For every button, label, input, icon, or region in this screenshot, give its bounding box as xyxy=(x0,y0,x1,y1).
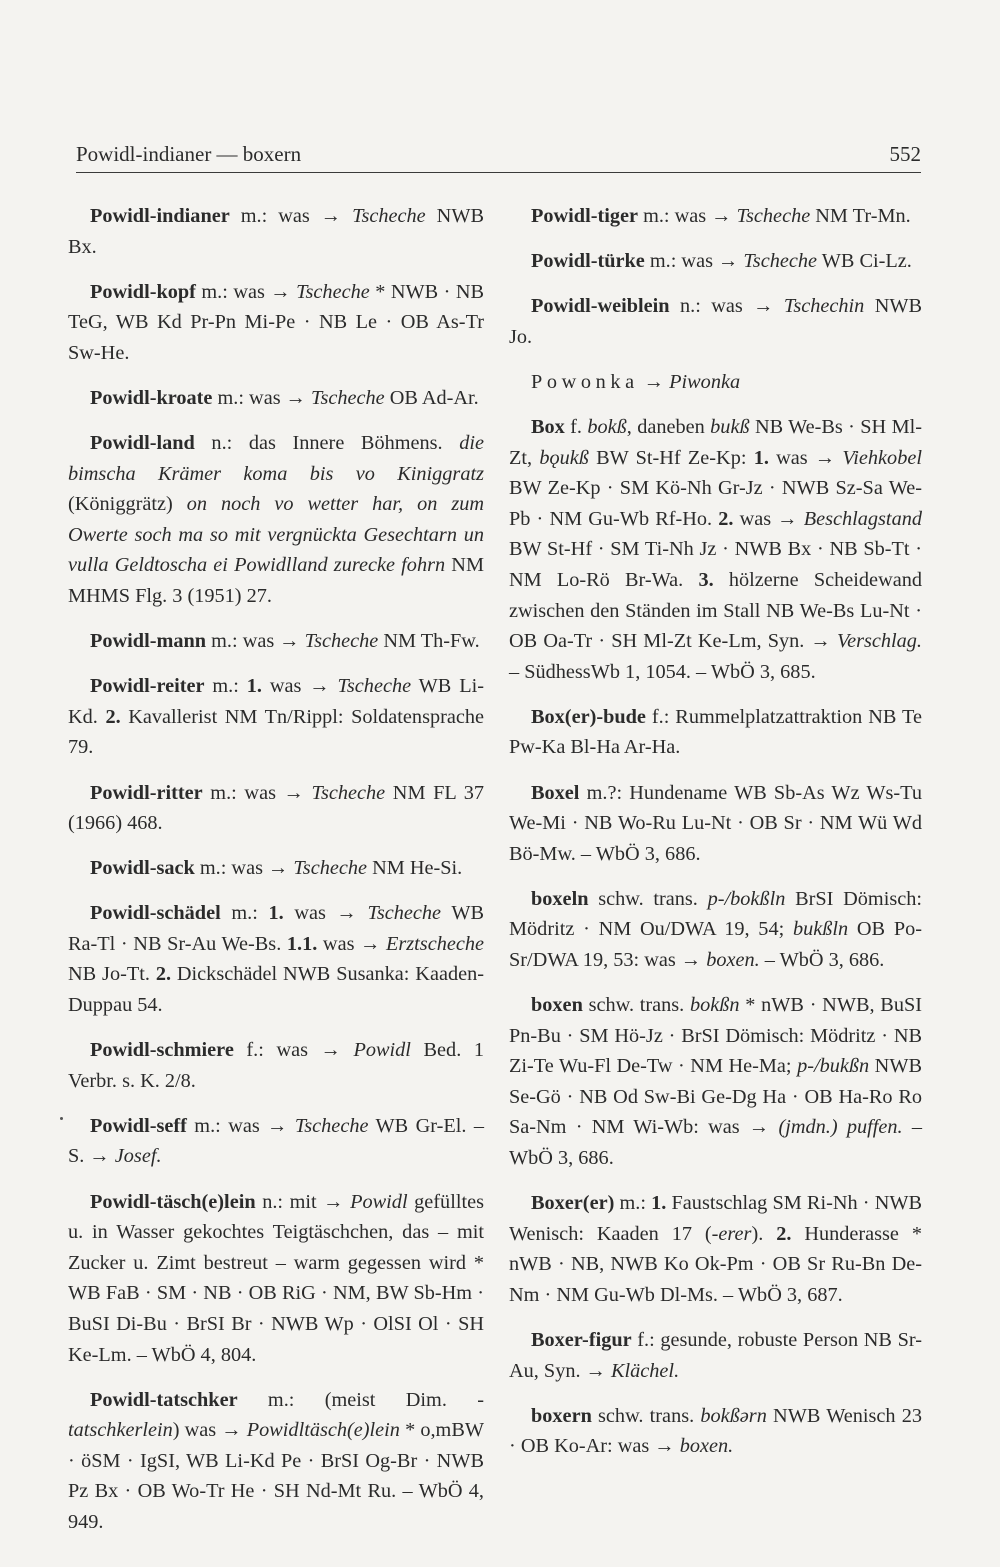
entry-italic: bokß xyxy=(587,415,627,438)
entry-text: OB Ad-Ar. xyxy=(384,386,479,409)
entry-text: was → xyxy=(768,446,843,469)
dictionary-entry xyxy=(509,367,922,398)
entry-text: schw. trans. xyxy=(588,887,708,910)
entry-text: m.: xyxy=(614,1192,652,1215)
entry-spaced-headword: Powonka xyxy=(531,370,639,393)
entry-headword: Powidl-tatschker xyxy=(90,1388,238,1411)
entry-italic: Tscheche xyxy=(337,675,412,698)
entry-italic: boxen. xyxy=(706,948,760,971)
entry-text: schw. trans. xyxy=(591,1404,701,1427)
entry-headword: Boxer(er) xyxy=(531,1192,615,1215)
entry-italic: bokßərn xyxy=(700,1404,767,1427)
entry-italic: Tscheche xyxy=(293,857,367,880)
dictionary-entry xyxy=(68,1385,484,1538)
entry-text: – WbÖ 3, 686. xyxy=(509,1116,922,1170)
entry-italic: bokßn xyxy=(689,994,740,1017)
entry-italic: Josef. xyxy=(114,1145,162,1168)
entry-text: NWB Wenisch 23 · OB Ko-Ar: was → xyxy=(509,1404,922,1458)
entry-headword: 1. xyxy=(246,675,262,698)
right-column xyxy=(509,201,922,1476)
dictionary-entry xyxy=(68,1187,484,1371)
entry-text: WB Li-Kd. xyxy=(68,675,484,728)
entry-text: m.: was → xyxy=(212,386,312,409)
entry-italic: on noch vo wetter har, on zum Owerte soch ma so mit vergnückta Gesechtarn un vulla Geldtoscha ei Powidlland zurecke fohrn xyxy=(68,493,484,577)
entry-headword: boxeln xyxy=(531,887,589,910)
entry-text: NM He-Si. xyxy=(367,857,463,880)
entry-text: ) was → xyxy=(172,1419,247,1442)
entry-text: * NWB · NB TeG, WB Kd Pr-Pn Mi-Pe · NB Le · OB As-Tr Sw-He. xyxy=(68,280,484,364)
entry-headword: Powidl-mann xyxy=(90,630,207,653)
entry-text: m.: was → xyxy=(638,205,737,227)
entry-italic: Tscheche xyxy=(304,630,379,653)
entry-italic: boxen. xyxy=(679,1435,734,1458)
entry-text: n.: mit → xyxy=(255,1190,351,1213)
dictionary-entry xyxy=(509,201,922,232)
dictionary-entry xyxy=(68,1111,484,1172)
entry-text: → xyxy=(638,370,670,393)
entry-text: was → xyxy=(317,932,386,955)
entry-text: BW St-Hf Ze-Kp: xyxy=(588,446,754,469)
dictionary-entry xyxy=(509,1325,922,1386)
entry-headword: Powidl-reiter xyxy=(90,675,205,698)
entry-text: was → xyxy=(733,507,804,530)
entry-italic: Tscheche xyxy=(311,781,386,804)
entry-text: m.: xyxy=(220,902,269,925)
entry-italic: Viehkobel xyxy=(842,446,922,469)
entry-italic: Tscheche xyxy=(352,205,426,227)
entry-text: ). xyxy=(751,1222,777,1245)
entry-headword: boxern xyxy=(531,1404,592,1427)
entry-text: BW St-Hf · SM Ti-Nh Jz · NWB Bx · NB Sb-Tt · NM Lo-Rö Br-Wa. xyxy=(509,538,922,591)
entry-italic: Powidl xyxy=(350,1190,408,1213)
dictionary-entry xyxy=(68,1035,484,1096)
entry-headword: Boxel xyxy=(531,781,580,804)
entry-text: BrSI Dömisch: Mödritz · NM Ou/DWA 19, 54; xyxy=(509,887,923,941)
entry-headword: 1.1. xyxy=(286,932,318,955)
entry-headword: Powidl-tiger xyxy=(531,205,639,227)
entry-italic: Tscheche xyxy=(743,250,817,273)
entry-text: NM FL 37 (1966) 468. xyxy=(68,781,484,835)
entry-text: (Königgrätz) xyxy=(68,493,187,516)
entry-italic: (jmdn.) puffen. xyxy=(778,1116,903,1139)
entry-text: WB Gr-El. – S. → xyxy=(68,1114,484,1168)
entry-headword: 1. xyxy=(268,902,284,925)
dictionary-entry xyxy=(509,1401,922,1462)
header-title: Powidl-indianer — boxern xyxy=(76,142,302,166)
entry-text: Dickschädel NWB Susanka: Kaaden-Duppau 54. xyxy=(68,963,484,1017)
entry-headword: boxen xyxy=(531,994,583,1017)
dictionary-entry xyxy=(509,990,922,1174)
entry-text: OB Po-Sr/DWA 19, 53: was → xyxy=(509,918,922,971)
entry-italic: -erer xyxy=(711,1222,752,1245)
entry-italic: Tscheche xyxy=(367,902,442,925)
entry-text: WB Ra-Tl · NB Sr-Au We-Bs. xyxy=(68,902,485,955)
dictionary-entry xyxy=(509,778,922,870)
entry-headword: 2. xyxy=(105,705,121,728)
entry-headword: 3. xyxy=(698,568,714,591)
entry-text: gefülltes u. in Wasser gekochtes Teigtäschchen, das – mit Zucker u. Zimt bestreut – warm gegessen wird * WB FaB · SM · NB · OB RiG · NM, BW Sb-Hm · BuSI Di-Bu · BrSI Br · NWB Wp · OlSI Ol · SH Ke-Lm. – WbÖ 4, 804. xyxy=(68,1190,484,1366)
entry-headword: Powidl-täsch(e)lein xyxy=(90,1190,256,1213)
entry-headword: 2. xyxy=(155,963,172,986)
dictionary-entry xyxy=(509,246,922,277)
entry-text: NWB Se-Gö · NB Od Sw-Bi Ge-Dg Ha · OB Ha-Ro Ro Sa-Nm · NM Wi-Wb: was → xyxy=(509,1055,922,1139)
running-header xyxy=(76,138,921,173)
entry-text: f.: Rummelplatzattraktion NB Te Pw-Ka Bl-Ha Ar-Ha. xyxy=(509,705,922,759)
entry-headword: Powidl-schädel xyxy=(90,902,221,925)
entry-text: m.: (meist Dim. - xyxy=(237,1388,484,1411)
dictionary-entry xyxy=(68,626,484,657)
entry-text: f.: was → xyxy=(233,1039,354,1062)
entry-text: * nWB · NWB, BuSI Pn-Bu · SM Hö-Jz · BrSI Dömisch: Mödritz · NB Zi-Te Wu-Fl De-Tw · NM He-Ma; xyxy=(509,994,922,1078)
entry-text: NWB Jo. xyxy=(509,295,923,348)
entry-headword: Boxer-figur xyxy=(531,1329,632,1351)
entry-italic: Powidl xyxy=(353,1039,411,1062)
dictionary-entry xyxy=(509,291,922,352)
entry-text: m.: xyxy=(204,675,247,698)
entry-text: – SüdhessWb 1, 1054. – WbÖ 3, 685. xyxy=(509,660,816,683)
entry-italic: Tscheche xyxy=(294,1114,369,1137)
entry-italic: Klächel. xyxy=(610,1359,680,1382)
entry-text: BW Ze-Kp · SM Kö-Nh Gr-Jz · NWB Sz-Sa We-Pb · NM Gu-Wb Rf-Ho. xyxy=(509,477,922,530)
entry-headword: Powidl-seff xyxy=(90,1114,187,1137)
entry-italic: bukß xyxy=(710,415,750,438)
entry-headword: 1. xyxy=(651,1192,667,1215)
entry-italic: p-/bokßln xyxy=(707,887,786,910)
entry-text: f. xyxy=(564,415,588,438)
entry-italic: bukßln xyxy=(792,918,849,941)
entry-text: Faustschlag SM Ri-Nh · NWB Wenisch: Kaaden 17 ( xyxy=(509,1192,923,1245)
entry-italic: Tscheche xyxy=(311,386,385,409)
entry-text: WB Ci-Lz. xyxy=(817,250,912,273)
entry-text: schw. trans. xyxy=(582,994,690,1017)
entry-italic: Verschlag. xyxy=(836,630,922,653)
dictionary-entry xyxy=(68,898,484,1020)
entry-headword: Powidl-türke xyxy=(531,250,645,273)
entry-italic: Erztscheche xyxy=(386,932,484,955)
entry-text: – WbÖ 3, 686. xyxy=(759,948,885,971)
entry-italic: Piwonka xyxy=(669,370,741,393)
entry-text: n.: was → xyxy=(669,295,784,318)
entry-text: hölzerne Scheidewand zwischen den Ständen im Stall NB We-Bs Lu-Nt · OB Oa-Tr · SH Ml-Zt Ke-Lm, Syn. → xyxy=(509,568,922,653)
entry-text: NWB Bx. xyxy=(68,205,484,258)
entry-headword: Powidl-weiblein xyxy=(531,295,670,318)
entry-text: m.: was → xyxy=(186,1114,295,1137)
entry-italic: Powidltäsch(e)lein xyxy=(246,1419,400,1442)
entry-headword: 2. xyxy=(718,507,734,530)
dictionary-entry xyxy=(509,702,922,763)
dictionary-entry xyxy=(68,778,484,839)
entry-headword: Powidl-schmiere xyxy=(90,1039,234,1062)
entry-text: m.: was → xyxy=(195,280,297,303)
entry-text: m.?: Hundename WB Sb-As Wz Ws-Tu We-Mi · NB Wo-Ru Lu-Nt · OB Sr · NM Wü Wd Bö-Mw. – WbÖ 3, 686. xyxy=(509,781,922,865)
entry-text: Hunderasse * nWB · NB, NWB Ko Ok-Pm · OB Sr Ru-Bn De-Nm · NM Gu-Wb Dl-Ms. – WbÖ 3, 687. xyxy=(509,1222,922,1306)
entry-text: was → xyxy=(283,902,368,925)
entry-text: NB We-Bs · SH Ml-Zt, xyxy=(509,415,922,469)
entry-italic: Tscheche xyxy=(736,205,811,227)
entry-italic: p-/bukßn xyxy=(797,1055,870,1078)
entry-italic: die bimscha Krämer koma bis vo Kiniggratz xyxy=(68,432,484,485)
dictionary-entry xyxy=(509,884,922,976)
entry-headword: Powidl-ritter xyxy=(90,781,203,804)
entry-text: m.: was → xyxy=(194,857,294,880)
entry-headword: Box(er)-bude xyxy=(531,705,646,728)
entry-text: m.: was → xyxy=(202,781,312,804)
dictionary-entry xyxy=(68,201,484,262)
dictionary-entry xyxy=(68,277,484,369)
page-number: 552 xyxy=(889,142,921,166)
entry-text: * o,mBW · öSM · IgSI, WB Li-Kd Pe · BrSI Og-Br · NWB Pz Bx · OB Wo-Tr He · SH Nd-Mt Ru. – WbÖ 4, 949. xyxy=(68,1419,484,1533)
entry-text: m.: was → xyxy=(644,250,744,273)
entry-text: n.: das Innere Böhmens. xyxy=(194,432,460,455)
dictionary-entry xyxy=(509,412,922,687)
entry-italic: Tschechin xyxy=(783,295,865,318)
dictionary-entry xyxy=(68,671,484,763)
entry-text: was → xyxy=(262,675,338,698)
entry-headword: Powidl-kroate xyxy=(90,386,213,409)
entry-headword: Powidl-sack xyxy=(90,857,195,880)
entry-text: f.: gesunde, robuste Person NB Sr-Au, Syn. → xyxy=(509,1329,922,1382)
entry-text: m.: was → xyxy=(229,205,353,227)
entry-italic: Beschlagstand xyxy=(803,507,922,530)
dictionary-entry xyxy=(68,383,484,414)
entry-text: Kavallerist NM Tn/Rippl: Soldatensprache 79. xyxy=(68,705,485,759)
entry-text: m.: was → xyxy=(206,630,305,653)
entry-headword: Powidl-indianer xyxy=(90,205,230,227)
entry-text: NB Jo-Tt. xyxy=(68,963,156,986)
entry-headword: Powidl-land xyxy=(90,432,195,455)
dictionary-entry xyxy=(509,1188,922,1310)
dictionary-entry xyxy=(68,853,484,884)
entry-text: NM Th-Fw. xyxy=(378,630,480,653)
entry-text: NM MHMS Flg. 3 (1951) 27. xyxy=(68,554,484,608)
entry-text: Bed. 1 Verbr. s. K. 2/8. xyxy=(68,1039,484,1092)
entry-italic: Tscheche xyxy=(296,280,370,303)
entry-italic: tatschkerlein xyxy=(68,1419,173,1442)
entry-headword: Powidl-kopf xyxy=(90,280,196,303)
dictionary-entry xyxy=(68,428,484,612)
entry-text: , daneben xyxy=(626,415,711,438)
scan-speck xyxy=(60,1117,63,1120)
entry-headword: 2. xyxy=(776,1222,792,1245)
entry-headword: 1. xyxy=(753,446,769,469)
entry-italic: bǫukß xyxy=(539,446,589,469)
entry-text: NM Tr-Mn. xyxy=(810,205,911,227)
entry-headword: Box xyxy=(531,415,565,438)
left-column xyxy=(68,201,484,1552)
